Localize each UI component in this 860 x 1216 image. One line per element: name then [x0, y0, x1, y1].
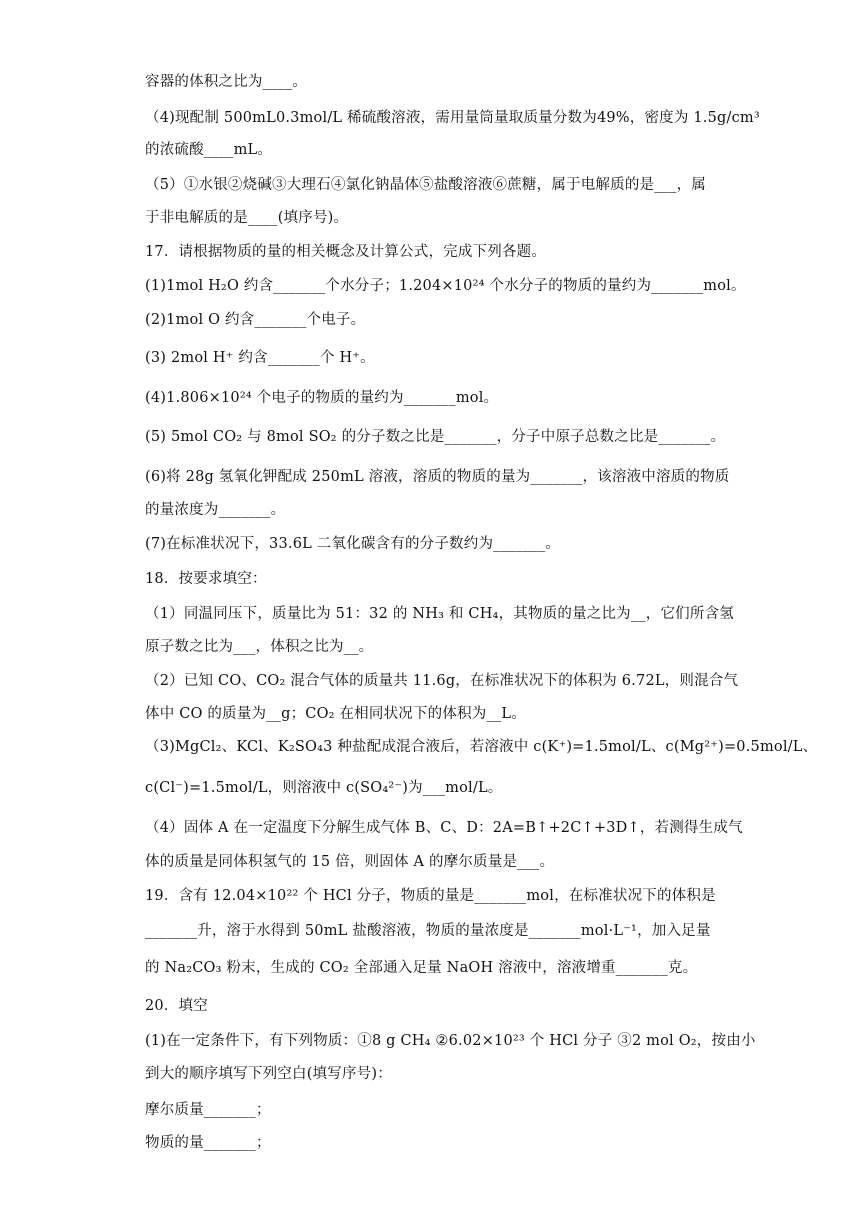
text-line: 的量浓度为_______。	[145, 502, 286, 518]
text-line: 摩尔质量_______；	[145, 1102, 271, 1118]
question-19-heading: 19．含有 12.04×10²² 个 HCl 分子，物质的量是_______mol，在标准状况下的体积是	[145, 888, 716, 904]
text-line: (4)1.806×10²⁴ 个电子的物质的量约为_______mol。	[145, 390, 499, 406]
question-20-heading: 20．填空	[145, 998, 208, 1014]
text-line: 到大的顺序填写下列空白(填写序号)：	[145, 1066, 392, 1082]
text-line: （3)MgCl₂、KCl、K₂SO₄3 种盐配成混合液后，若溶液中 c(K⁺)=1.5mol/L、c(Mg²⁺)=0.5mol/L、	[145, 739, 818, 755]
text-line: (1)1mol H₂O 约含_______个水分子；1.204×10²⁴ 个水分子的物质的量约为_______mol。	[145, 278, 746, 294]
text-line: 体的质量是同体积氢气的 15 倍，则固体 A 的摩尔质量是___。	[145, 854, 555, 870]
text-line: 体中 CO 的质量为__g；CO₂ 在相同状况下的体积为__L。	[145, 706, 526, 722]
text-line: 物质的量_______；	[145, 1135, 271, 1151]
text-line: （2）已知 CO、CO₂ 混合气体的质量共 11.6g，在标准状况下的体积为 6.72L，则混合气	[145, 673, 739, 689]
text-line: _______升，溶于水得到 50mL 盐酸溶液，物质的量浓度是_______mol·L⁻¹，加入足量	[145, 923, 711, 939]
text-line: (5) 5mol CO₂ 与 8mol SO₂ 的分子数之比是_______，分子中原子总数之比是_______。	[145, 429, 726, 445]
text-line: 于非电解质的是____(填序号)。	[145, 210, 349, 226]
text-line: 原子数之比为___，体积之比为__。	[145, 639, 374, 655]
text-line: 的浓硫酸____mL。	[145, 142, 273, 158]
text-line: （1）同温同压下，质量比为 51：32 的 NH₃ 和 CH₄，其物质的量之比为__，它们所含氢	[145, 606, 734, 622]
text-line: (1)在一定条件下，有下列物质：①8 g CH₄ ②6.02×10²³ 个 HCl 分子 ③2 mol O₂，按由小	[145, 1033, 756, 1049]
text-line: 容器的体积之比为____。	[145, 74, 308, 90]
text-line: (3) 2mol H⁺ 约含_______个 H⁺。	[145, 350, 375, 366]
text-line: (7)在标准状况下，33.6L 二氧化碳含有的分子数约为_______。	[145, 536, 561, 552]
text-line: （4)现配制 500mL0.3mol/L 稀硫酸溶液，需用量筒量取质量分数为49%，密度为 1.5g/cm³	[145, 110, 760, 126]
text-line: （5）①水银②烧碱③大理石④氯化钠晶体⑤盐酸溶液⑥蔗糖，属于电解质的是___，属	[145, 177, 706, 193]
text-line: （4）固体 A 在一定温度下分解生成气体 B、C、D：2A=B↑+2C↑+3D↑，若测得生成气	[145, 820, 743, 836]
question-18-heading: 18．按要求填空：	[145, 571, 267, 587]
text-line: 的 Na₂CO₃ 粉末，生成的 CO₂ 全部通入足量 NaOH 溶液中，溶液增重_______克。	[145, 960, 698, 976]
question-17-heading: 17．请根据物质的量的相关概念及计算公式，完成下列各题。	[145, 244, 547, 260]
text-line: (2)1mol O 约含_______个电子。	[145, 312, 366, 328]
text-line: (6)将 28g 氢氧化钾配成 250mL 溶液，溶质的物质的量为_______，该溶液中溶质的物质	[145, 469, 730, 485]
text-line: c(Cl⁻)=1.5mol/L，则溶液中 c(SO₄²⁻)为___mol/L。	[145, 780, 503, 796]
